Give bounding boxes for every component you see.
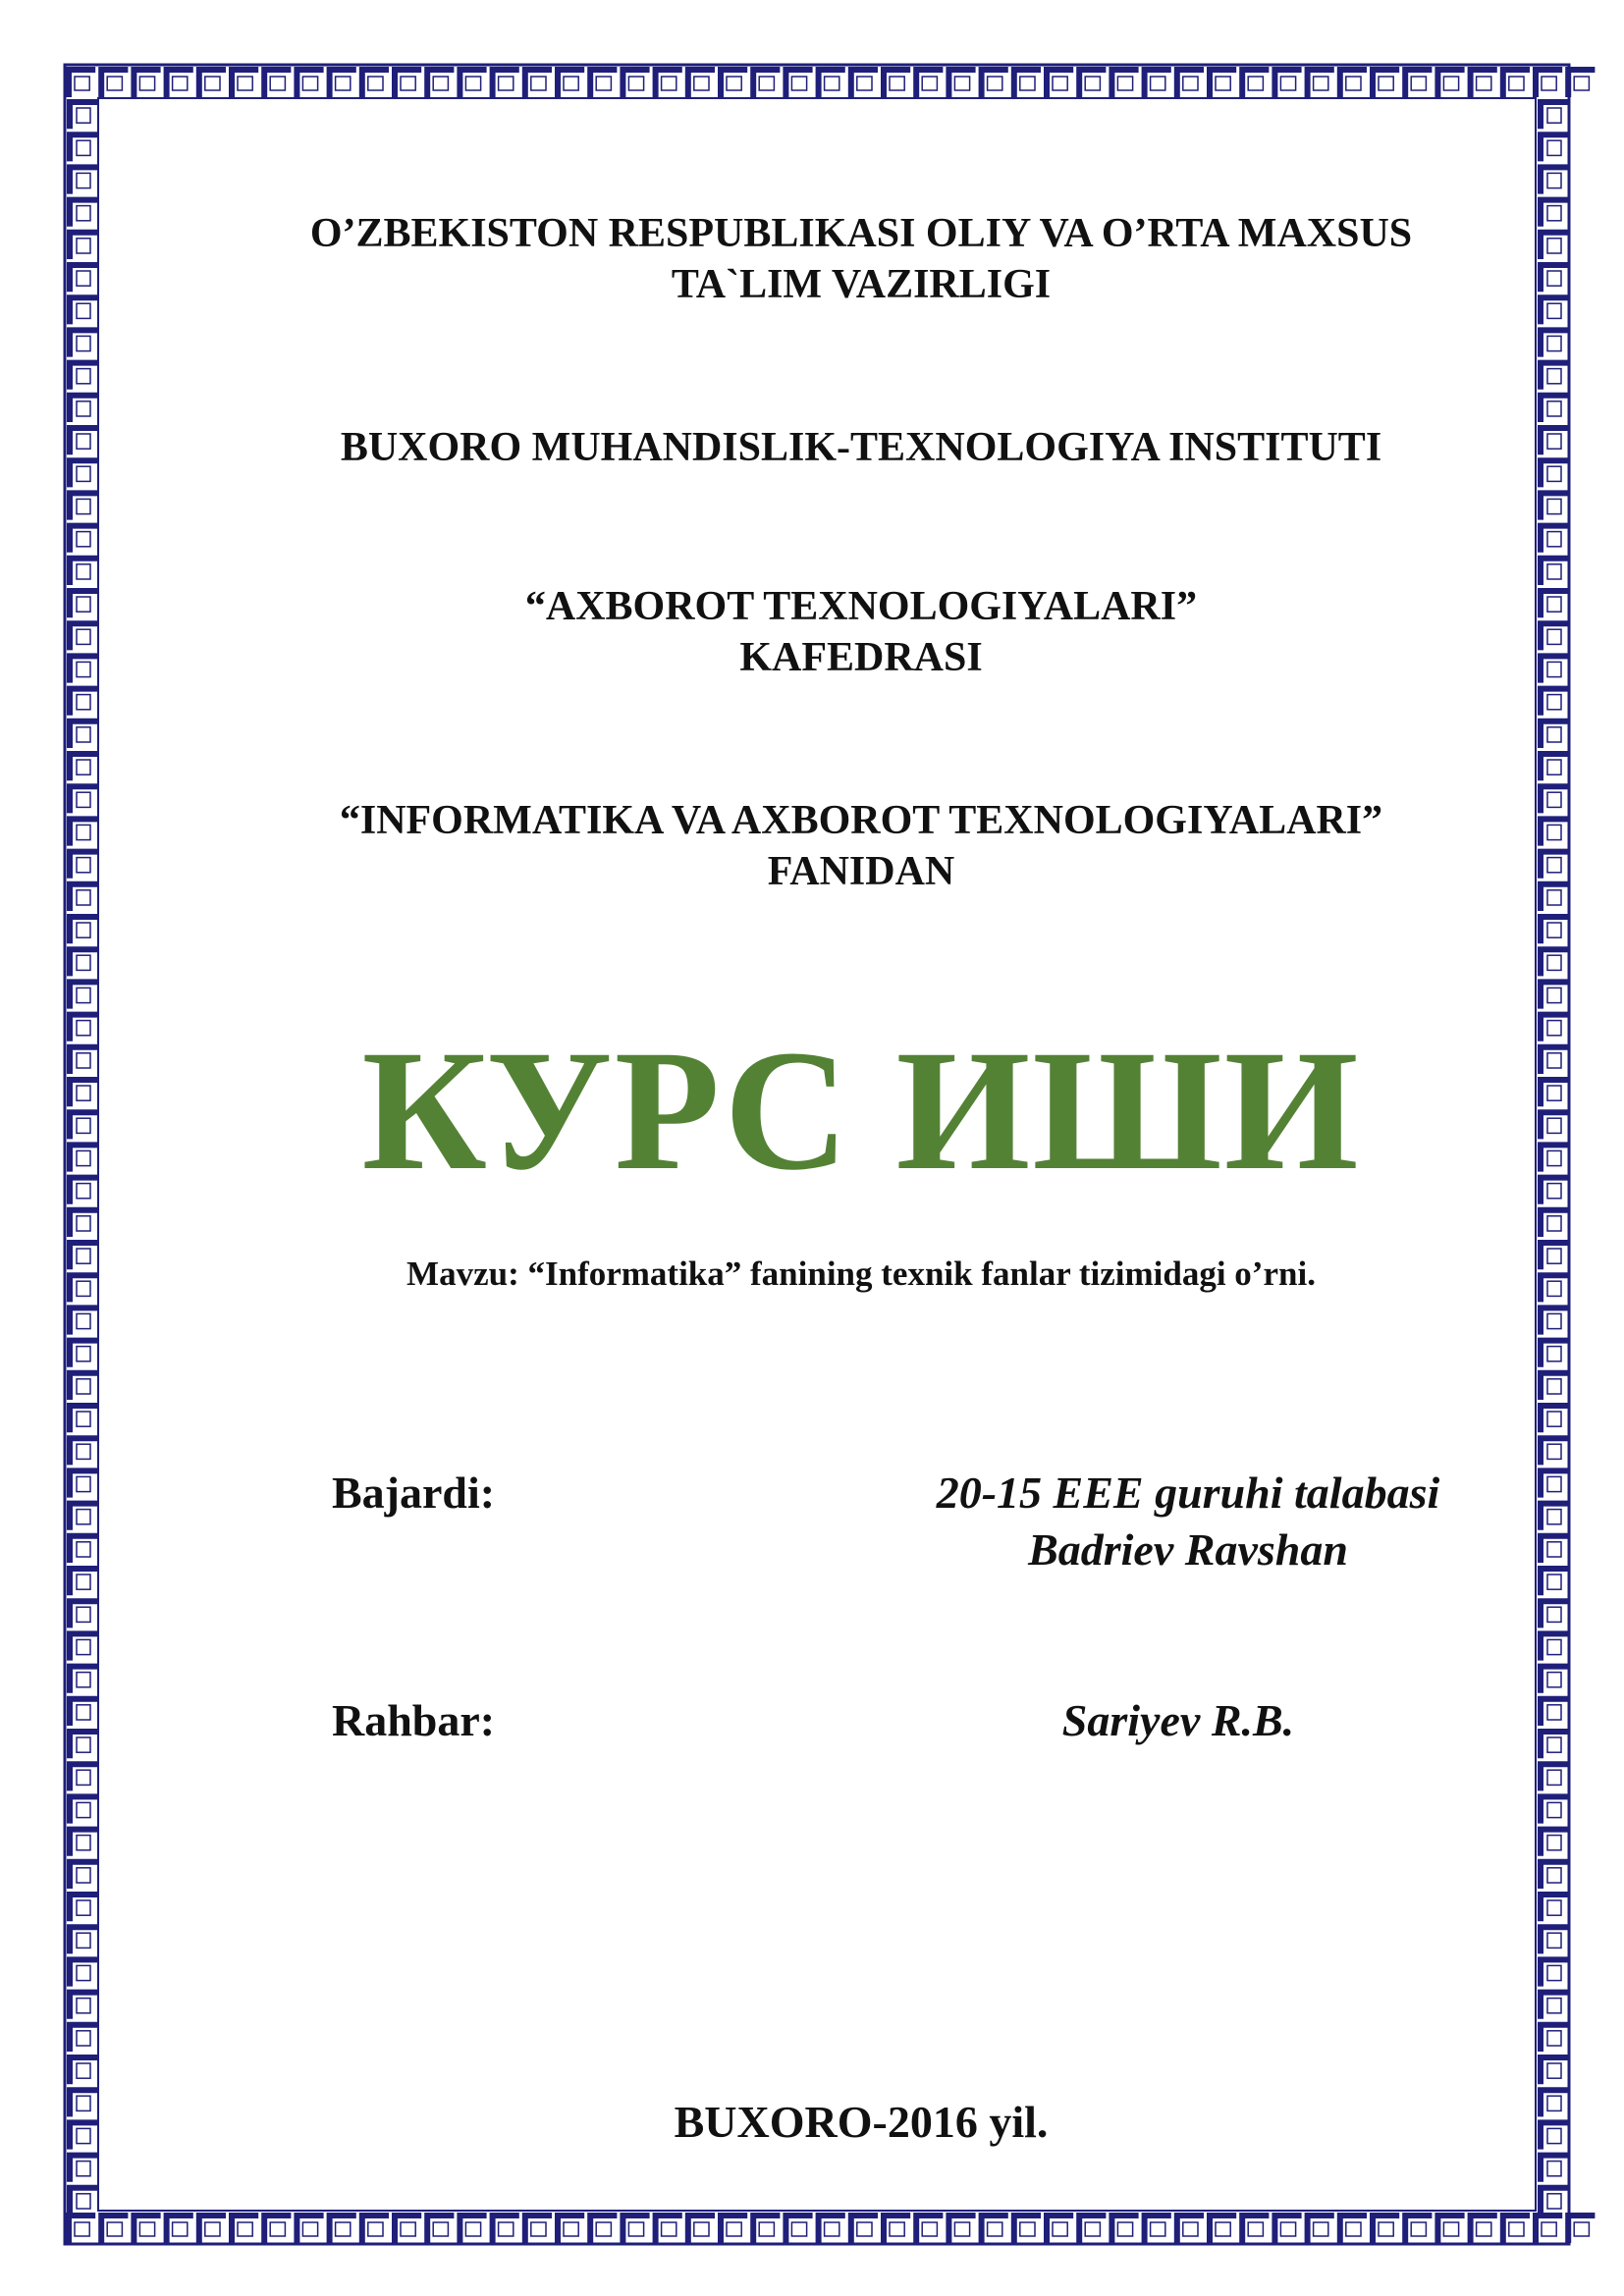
- department-line-2: KAFEDRASI: [739, 635, 983, 680]
- supervisor-label: Rahbar:: [332, 1695, 496, 1745]
- document-title: КУРС ИШИ: [361, 1015, 1361, 1206]
- subject-line-1: “INFORMATIKA VA AXBOROT TEXNOLOGIYALARI”: [339, 798, 1383, 843]
- supervisor-name: Sariyev R.B.: [1061, 1695, 1295, 1745]
- ministry-line-2: TA`LIM VAZIRLIGI: [671, 262, 1052, 307]
- student-name: Badriev Ravshan: [1028, 1524, 1348, 1575]
- topic-line: Mavzu: “Informatika” fanining texnik fanlar tizimidagi o’rni.: [406, 1255, 1316, 1293]
- performed-label: Bajardi:: [332, 1468, 496, 1518]
- subject-line-2: FANIDAN: [767, 849, 955, 894]
- ministry-line-1: O’ZBEKISTON RESPUBLIKASI OLIY VA O’RTA MAXSUS: [309, 211, 1413, 256]
- institute-name: BUXORO MUHANDISLIK-TEXNOLOGIYA INSTITUTI: [340, 425, 1382, 470]
- footer-city-year: BUXORO-2016 yil.: [674, 2097, 1049, 2147]
- department-line-1: “AXBOROT TEXNOLOGIYALARI”: [524, 584, 1198, 629]
- student-group: 20-15 EEE guruhi talabasi: [936, 1468, 1440, 1518]
